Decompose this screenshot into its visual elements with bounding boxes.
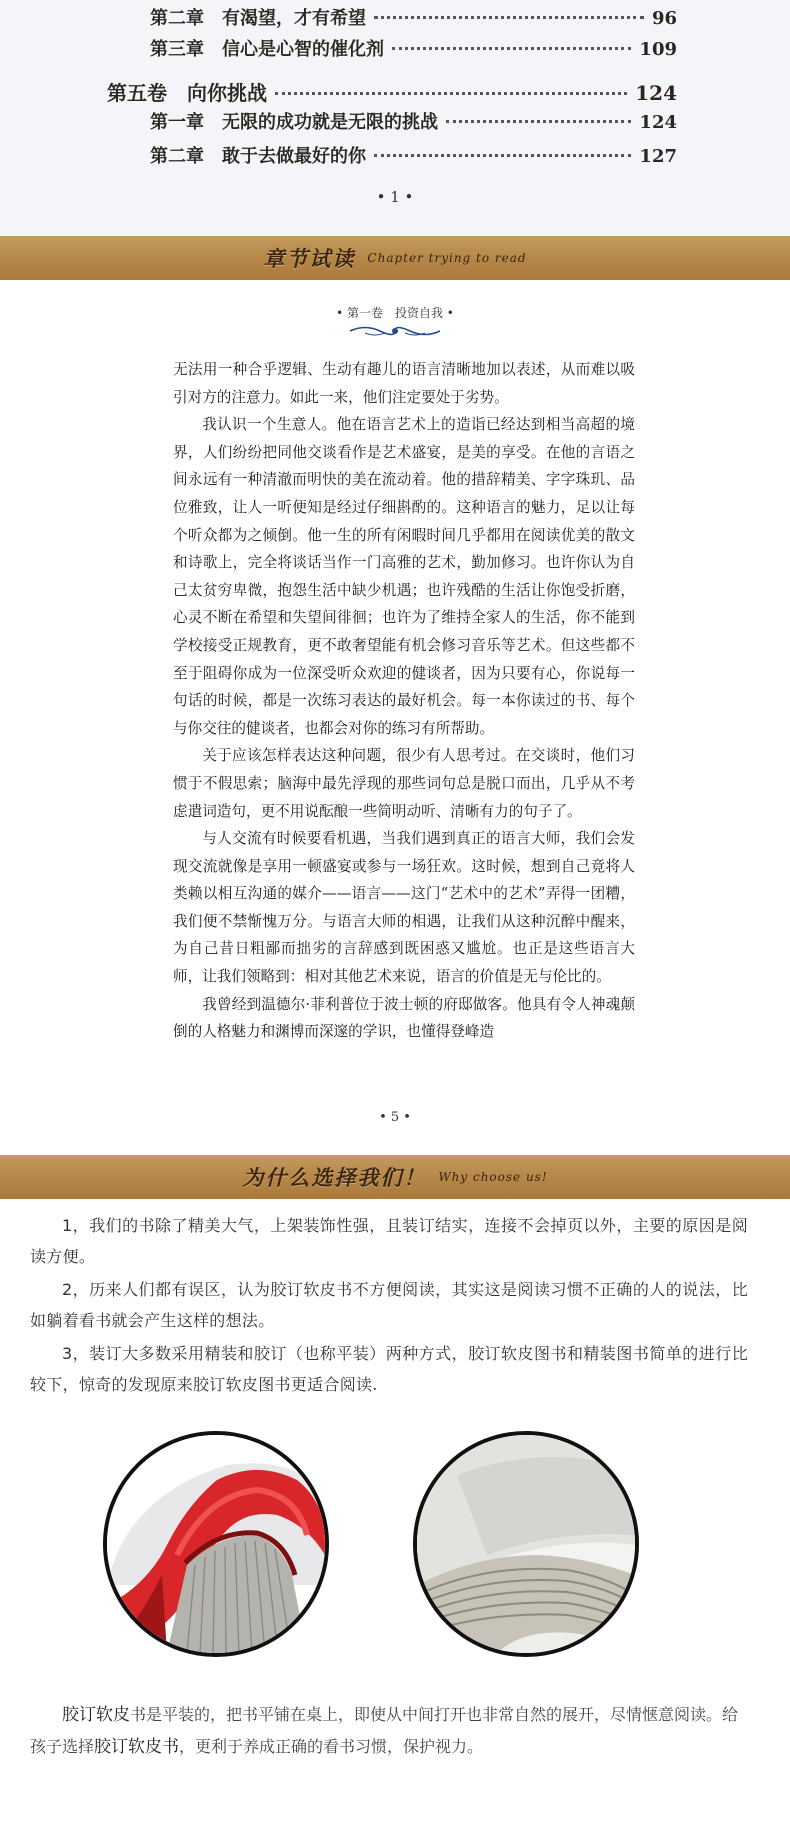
why-choose-banner	[0, 1155, 790, 1199]
toc-entry-page: 124	[639, 112, 677, 133]
banner-subtitle: Why choose us!	[438, 1170, 548, 1184]
toc-entry-title: 第二章 敢于去做最好的你	[150, 146, 366, 167]
why-point: 1，我们的书除了精美大气，上架装饰性强，且装订结实，连接不会掉页以外，主要的原因是阅读方便。	[30, 1216, 748, 1266]
why-point: 3，装订大多数采用精装和胶订（也称平装）两种方式，胶订软皮图书和精装图书简单的进行比较下，惊奇的发现原来胶订软皮图书更适合阅读.	[30, 1344, 748, 1394]
toc-entry-page: 96	[651, 8, 677, 29]
toc-section	[0, 0, 790, 236]
binding-paragraph	[30, 1699, 748, 1763]
sample-text	[173, 356, 635, 1046]
toc-entry-page: 124	[635, 81, 677, 105]
sample-page	[0, 280, 790, 1155]
binding-text: 书是平装的，把书平铺在桌上，即使从中间打开也非常自然的展开，尽情惬意阅读。给孩子选择	[30, 1705, 739, 1756]
highlight-term: 胶订软皮	[62, 1705, 130, 1725]
binding-explanation	[30, 1699, 748, 1763]
toc-leader-dots	[374, 154, 631, 157]
toc-entry	[150, 142, 677, 168]
toc-entry	[150, 108, 677, 134]
banner-subtitle: Chapter trying to read	[367, 251, 527, 265]
toc-leader-dots	[446, 120, 631, 123]
sample-page-number: • 5 •	[379, 1110, 411, 1125]
volume-heading: • 第一卷 投资自我 •	[336, 306, 454, 320]
softcover-book-illustration	[417, 1435, 635, 1653]
toc-leader-dots	[374, 16, 644, 19]
toc-entry-title: 第二章 有渴望，才有希望	[150, 8, 366, 29]
softcover-binding-image	[413, 1431, 639, 1657]
hardcover-binding-image	[103, 1431, 329, 1657]
toc-leader-dots	[392, 47, 631, 50]
sample-paragraph: 我曾经到温德尔·菲利普位于波士顿的府邸做客。他具有令人神魂颠倒的人格魅力和渊博而深邃的学识，也懂得登峰造	[173, 995, 635, 1041]
why-point: 2，历来人们都有误区，认为胶订软皮书不方便阅读，其实这是阅读习惯不正确的人的说法，比如躺着看书就会产生这样的想法。	[30, 1280, 748, 1330]
toc-entry	[150, 4, 677, 30]
banner-title: 为什么选择我们！	[242, 1165, 427, 1190]
highlight-term: 胶订软皮书	[94, 1737, 180, 1757]
toc-entry-title: 第五卷 向你挑战	[107, 81, 267, 105]
chapter-trial-banner	[0, 236, 790, 280]
toc-entry-page: 109	[639, 39, 677, 60]
toc-entry	[107, 77, 677, 106]
why-list	[30, 1210, 748, 1402]
banner-title: 章节试读	[263, 246, 356, 271]
sample-paragraph: 与人交流有时候要看机遇，当我们遇到真正的语言大师，我们会发现交流就像是享用一顿盛宴或参与一场狂欢。这时候，想到自己竟将人类赖以相互沟通的媒介——语言——这门“艺术中的艺术”弄得一团糟，我们便不禁惭愧万分。与语言大师的相遇，让我们从这种沉醉中醒来，为自己昔日粗鄙而拙劣的言辞感到既困惑又尴尬。也正是这些语言大师，让我们领略到：相对其他艺术来说，语言的价值是无与伦比的。	[173, 830, 635, 986]
toc-entry-page: 127	[639, 146, 677, 167]
hardcover-book-illustration	[107, 1435, 325, 1653]
ornament-divider	[345, 324, 445, 338]
toc-entry-title: 第一章 无限的成功就是无限的挑战	[150, 112, 438, 133]
toc-page-number: • 1 •	[376, 188, 414, 206]
toc-entry-title: 第三章 信心是心智的催化剂	[150, 39, 384, 60]
sample-paragraph: 我认识一个生意人。他在语言艺术上的造诣已经达到相当高超的境界，人们纷纷把同他交谈看作是艺术盛宴，是美的享受。在他的言语之间永远有一种清澈而明快的美在流动着。他的措辞精美、字字珠玑、品位雅致，让人一听便知是经过仔细斟酌的。这种语言的魅力，足以让每个听众都为之倾倒。他一生的所有闲暇时间几乎都用在阅读优美的散文和诗歌上，完全将谈话当作一门高雅的艺术，勤加修习。也许你认为自己太贫穷卑微，抱怨生活中缺少机遇；也许残酷的生活让你饱受折磨，心灵不断在希望和失望间徘徊；也许为了维持全家人的生活，你不能到学校接受正规教育，更不敢奢望能有机会修习音乐等艺术。但这些都不至于阻碍你成为一位深受听众欢迎的健谈者，因为只要有心，你说每一句话的时候，都是一次练习表达的最好机会。每一本你读过的书、每个与你交往的健谈者，也都会对你的练习有所帮助。	[173, 416, 635, 737]
toc-leader-dots	[275, 92, 627, 95]
binding-text: ，更利于养成正确的看书习惯，保护视力。	[179, 1737, 484, 1756]
sample-paragraph: 无法用一种合乎逻辑、生动有趣儿的语言清晰地加以表述，从而难以吸引对方的注意力。如此一来，他们注定要处于劣势。	[173, 361, 635, 406]
toc-entry	[150, 35, 677, 61]
sample-paragraph: 关于应该怎样表达这种问题，很少有人思考过。在交谈时，他们习惯于不假思索；脑海中最先浮现的那些词句总是脱口而出，几乎从不考虑遣词造句，更不用说酝酿一些简明动听、清晰有力的句子了。	[173, 747, 635, 820]
